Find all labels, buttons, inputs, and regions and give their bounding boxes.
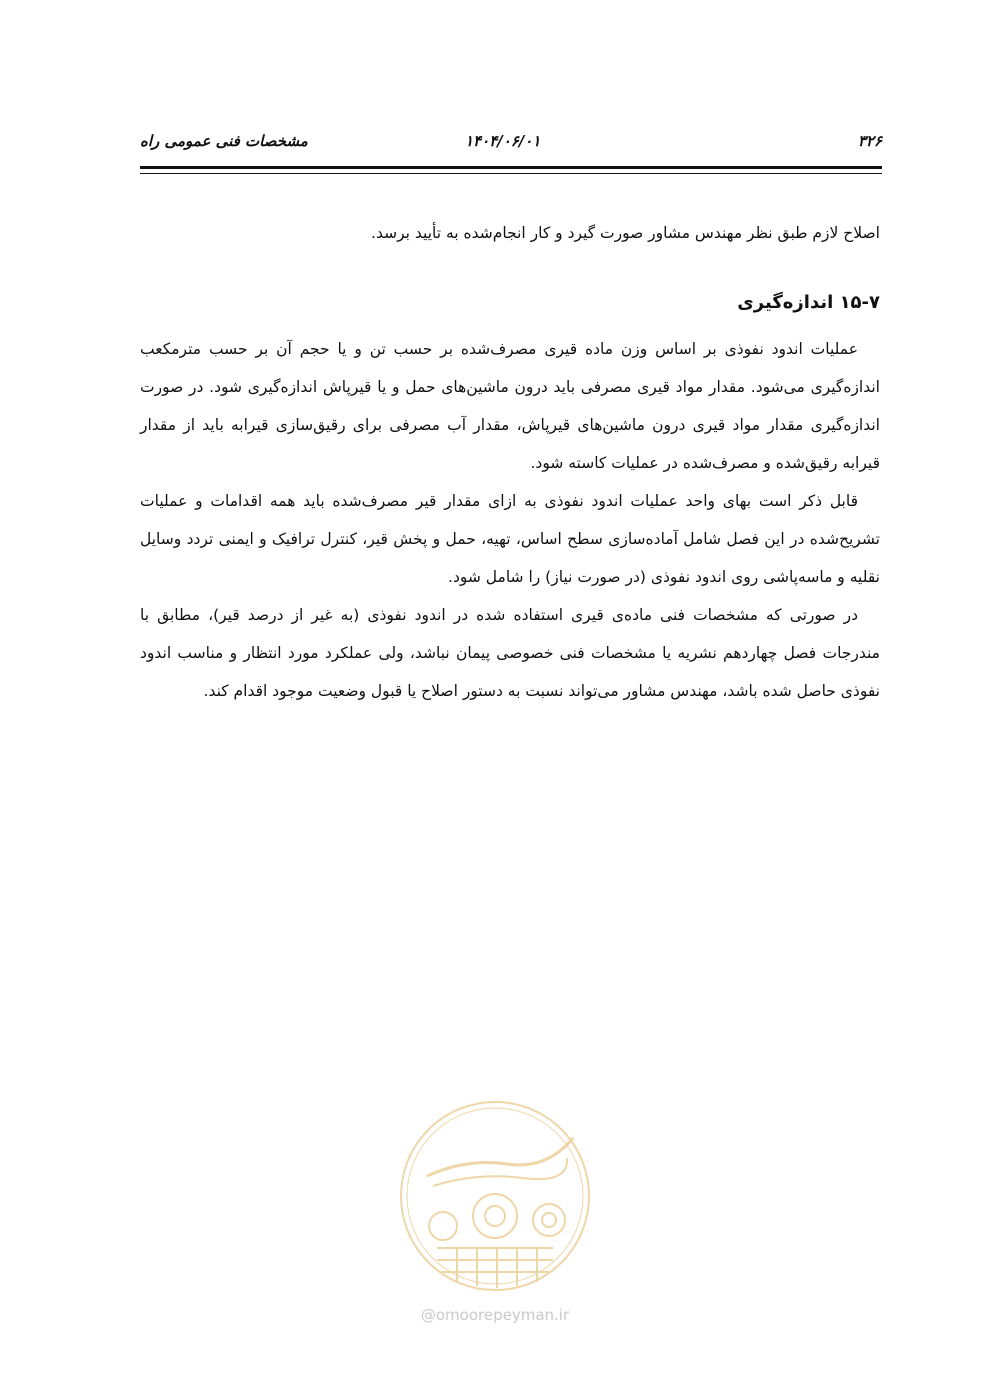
header-title: مشخصات فنی عمومی راه [140,132,308,150]
watermark-logo [397,1098,593,1294]
paragraph-1: عملیات اندود نفوذی بر اساس وزن ماده قیری مصرف‌شده بر حسب تن و یا حجم آن بر حسب مترمکعب اندازه‌گیری می‌شود. مقدار مواد قیری مصرفی باید درون ماشین‌های حمل و یا قیرپاش اندازه‌گیری شود. در صورت اندازه‌گیری مقدار مواد قیری درون ماشین‌های قیرپاش، مقدار آب مصرفی برای رقیق‌سازی قیرابه باید از مقدار قیرابه رقیق‌شده و مصرف‌شده در عملیات کاسته شود. [140,340,880,472]
header-rule-thin [140,173,882,174]
paragraph-2: قابل ذکر است بهای واحد عملیات اندود نفوذی به ازای مقدار قیر مصرف‌شده باید همه اقدامات و عملیات تشریح‌شده در این فصل شامل آماده‌سازی سطح اساس، تهیه، حمل و پخش قیر، کنترل ترافیک و ایمنی تردد وسایل نقلیه و ماسه‌پاشی روی اندود نفوذی (در صورت نیاز) را شامل شود. [140,492,880,586]
page-number: ۳۲۶ [857,132,882,150]
page-content [140,214,880,710]
page-header [140,126,882,162]
watermark-url: @omoorepeyman.ir [420,1306,570,1324]
header-date: ۱۴۰۴/۰۶/۰۱ [465,132,541,150]
header-rule-thick [140,166,882,169]
intro-line: اصلاح لازم طبق نظر مهندس مشاور صورت گیرد و کار انجام‌شده به تأیید برسد. [371,224,880,242]
watermark-seal-icon [397,1098,593,1294]
section-heading: ۱۵-۷ اندازه‌گیری [737,292,880,313]
paragraph-3: در صورتی که مشخصات فنی ماده‌ی قیری استفاده شده در اندود نفوذی (به غیر از درصد قیر)، مطابق با مندرجات فصل چهاردهم نشریه یا مشخصات فنی خصوصی پیمان نباشد، ولی عملکرد مورد انتظار و مناسب اندود نفوذی حاصل شده باشد، مهندس مشاور می‌تواند نسبت به دستور اصلاح یا قبول وضعیت موجود اقدام کند. [140,606,880,700]
